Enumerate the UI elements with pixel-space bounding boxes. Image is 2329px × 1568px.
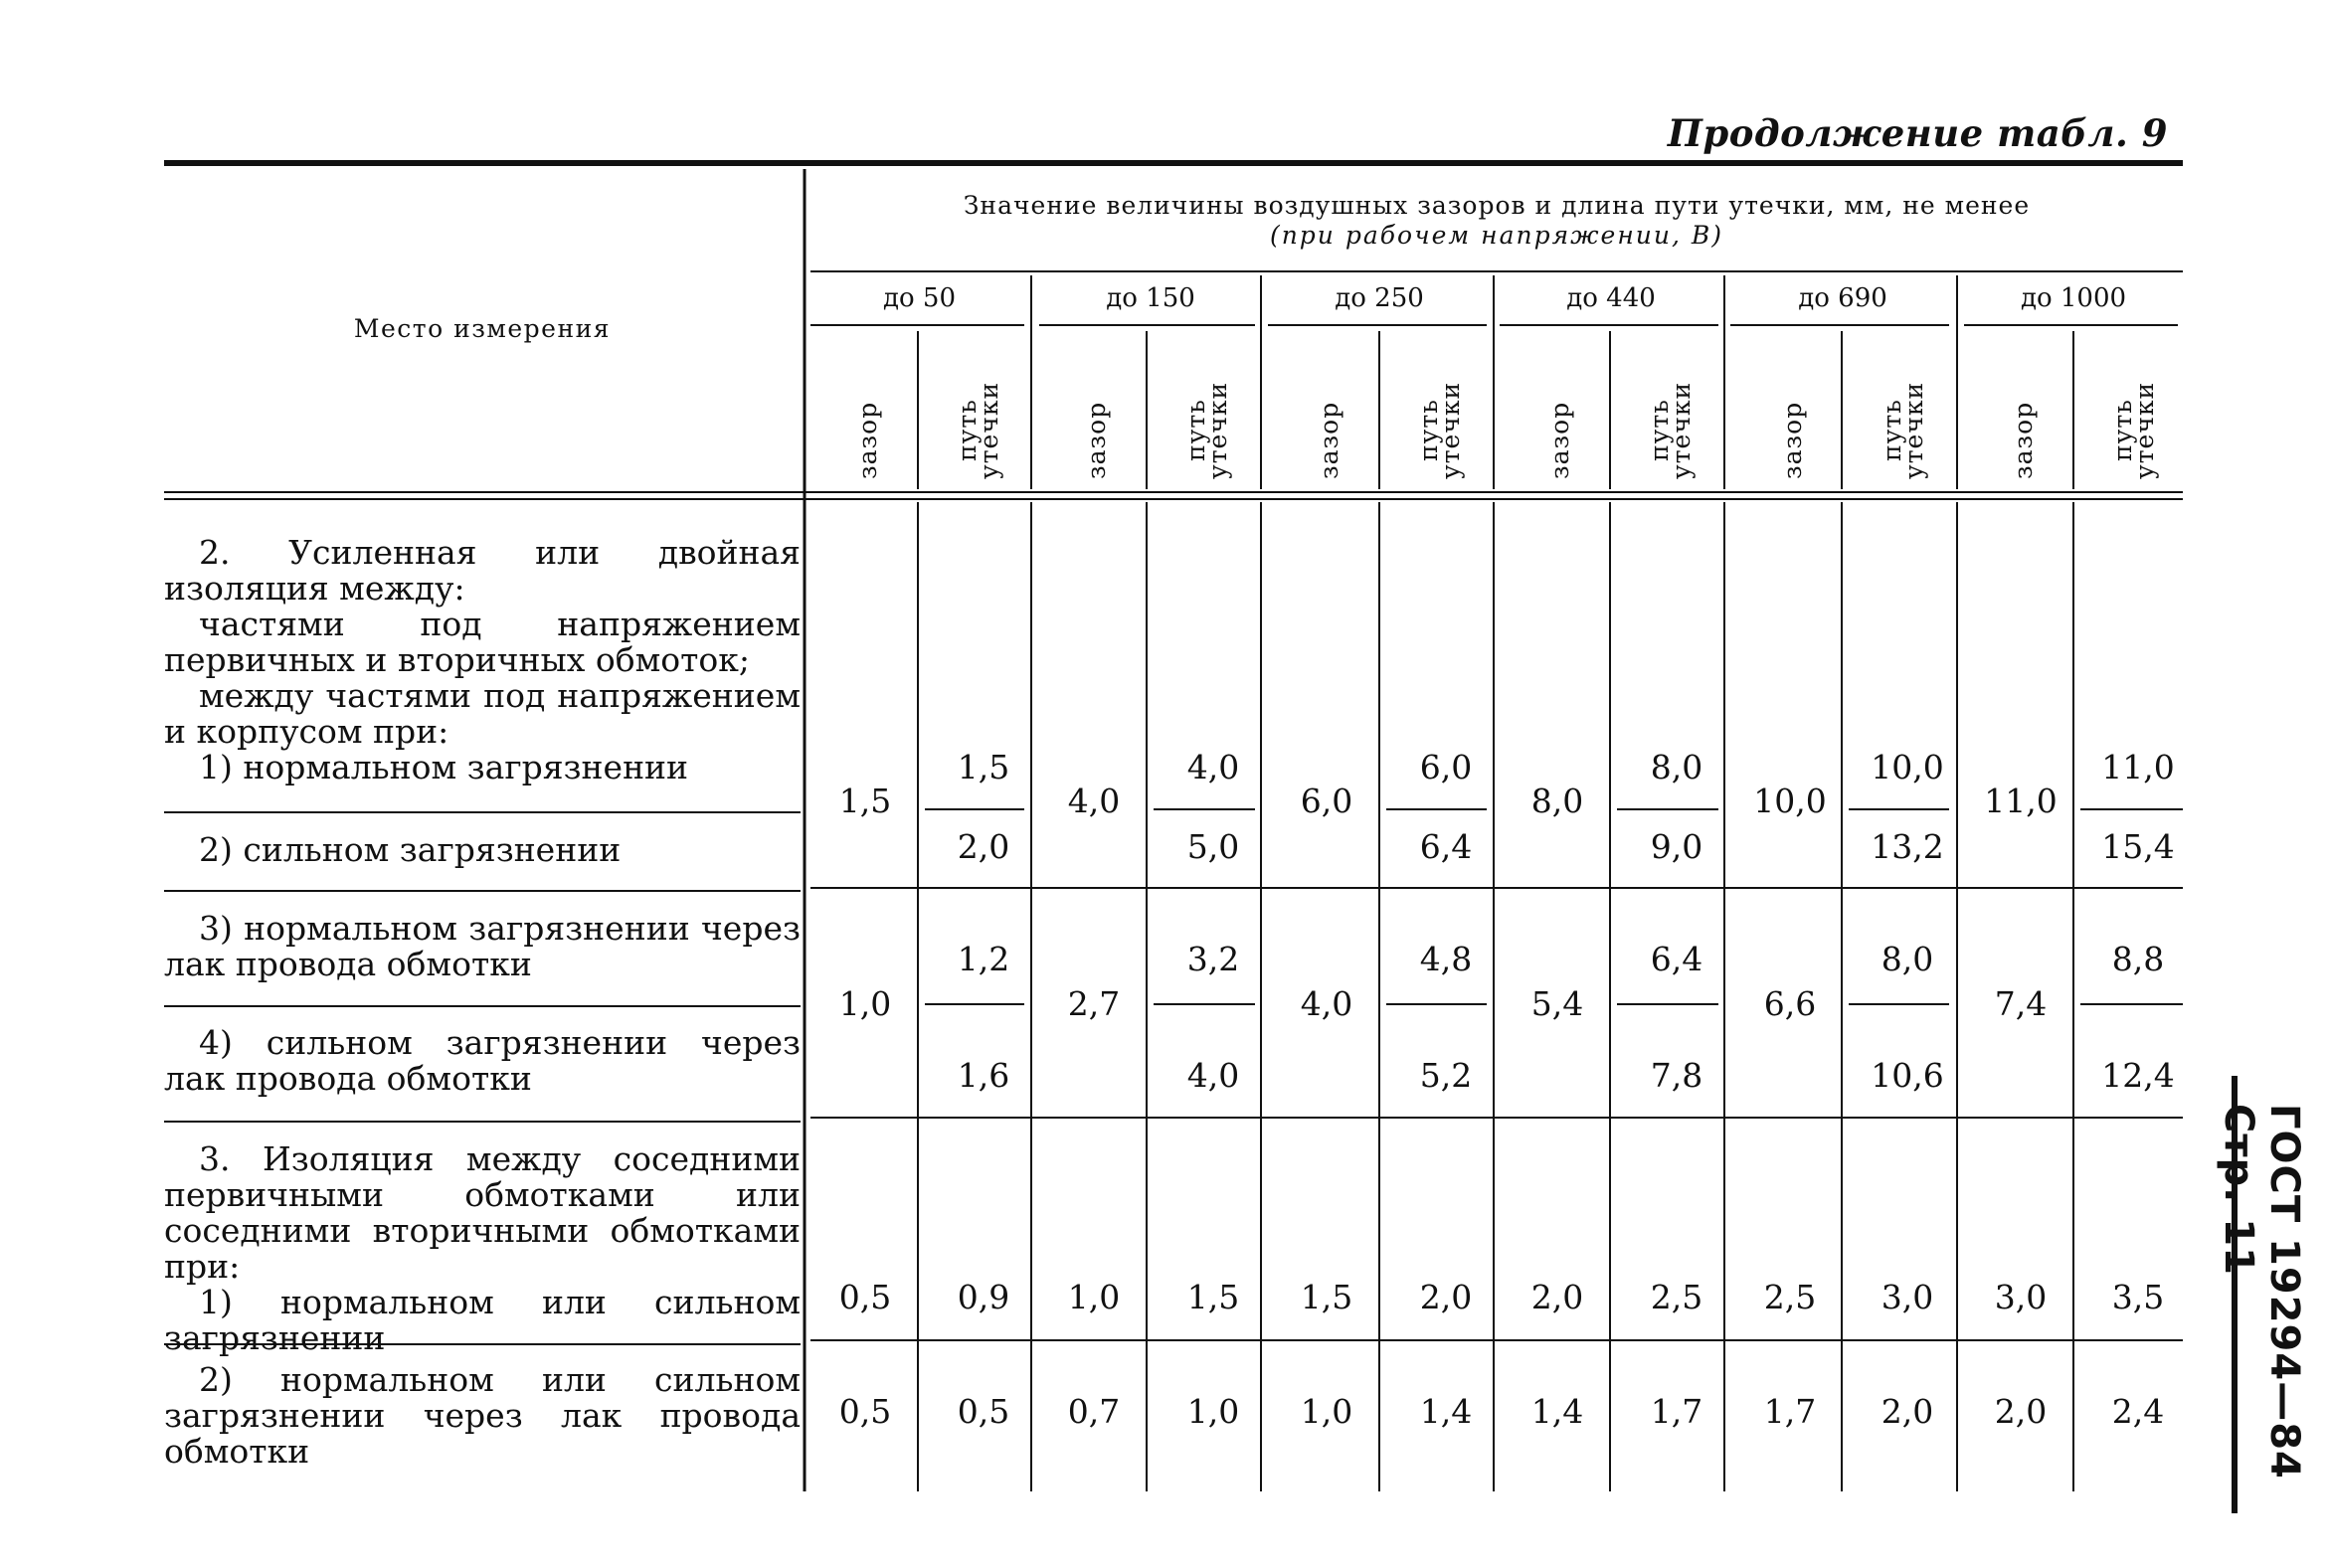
table-cell-value: 1,5 [957,748,1010,786]
table-cell-value: 13,2 [1871,827,1944,866]
table-cell-value: 10,0 [1871,748,1944,786]
section2-line-a: частями под напряжением первичных и вторичных обмоток; [164,605,801,679]
sub-header-leak: путь утечки [1181,381,1232,479]
sub-header-leak: путь утечки [2108,381,2159,479]
table-cell-value: 8,0 [1530,782,1584,820]
table-cell-value: 3,5 [2111,1278,2165,1316]
table-cell-value: 11,0 [1984,782,2058,820]
section3-text [164,1141,801,1356]
table-cell-value: 2,7 [1067,984,1121,1023]
table-cell-value: 8,8 [2111,940,2165,978]
sub-header-gap: зазор [1315,401,1344,479]
table-cell-value: 2,4 [2111,1392,2165,1431]
sub-header-gap: зазор [2009,401,2038,479]
table-cell-value: 1,2 [957,940,1010,978]
table-cell-value: 0,5 [957,1392,1010,1431]
sub-header-leak: путь утечки [1878,381,1928,479]
table-cell-value: 2,0 [1530,1278,1584,1316]
table-cell-value: 4,0 [1186,1056,1240,1095]
table-cell-value: 2,5 [1763,1278,1817,1316]
table-cell-value: 2,5 [1650,1278,1703,1316]
table-cell-value: 1,7 [1650,1392,1703,1431]
table-cell-value: 0,5 [838,1278,892,1316]
table-cell-value: 5,2 [1419,1056,1473,1095]
table-cell-value: 1,4 [1419,1392,1473,1431]
table-cell-value: 7,8 [1650,1056,1703,1095]
table-cell-value: 1,5 [838,782,892,820]
table-cell-value: 1,0 [1186,1392,1240,1431]
values-header-line1: Значение величины воздушных зазоров и длина пути утечки, мм, не менее [963,191,2031,220]
section2-r2: 2) сильном загрязнении [199,830,622,869]
group-header: до 440 [1566,283,1656,313]
table-cell-value: 6,6 [1763,984,1817,1023]
table-cell-value: 2,0 [1994,1392,2048,1431]
section2-text [164,535,801,785]
section2-title: 2. Усиленная или двойная изоляция между: [164,533,801,608]
section2-line-b: между частями под напряжением и корпусом при: [164,676,801,751]
table-cell-value: 10,0 [1753,782,1827,820]
table-cell-value: 11,0 [2101,748,2175,786]
table-cell-value: 3,0 [1881,1278,1934,1316]
table-cell-value: 6,4 [1419,827,1473,866]
group-header: до 150 [1106,283,1195,313]
table-cell-value: 0,7 [1067,1392,1121,1431]
section3-r2: 2) нормальном или сильном загрязнении через лак провода обмотки [164,1360,801,1471]
table-cell-value: 4,0 [1186,748,1240,786]
table-cell-value: 5,4 [1530,984,1584,1023]
table-cell-value: 1,0 [1067,1278,1121,1316]
sub-header-leak: путь утечки [953,381,1003,479]
table-cell-value: 1,7 [1763,1392,1817,1431]
values-header [810,191,2183,251]
table-cell-value: 4,8 [1419,940,1473,978]
table-cell-value: 9,0 [1650,827,1703,866]
table-cell-value: 7,4 [1994,984,2048,1023]
sub-header-leak: путь утечки [1414,381,1465,479]
table-cell-value: 12,4 [2101,1056,2175,1095]
place-header: Место измерения [353,314,612,343]
group-header: до 50 [882,283,956,313]
table-cell-value: 10,6 [1871,1056,1944,1095]
side-label: ГОСТ 19294—84 Стр. 11 [2216,1104,2307,1480]
table-cell-value: 3,2 [1186,940,1240,978]
table-cell-value: 2,0 [957,827,1010,866]
values-header-line2: (при рабочем напряжении, В) [1269,221,1724,250]
table-cell-value: 4,0 [1300,984,1353,1023]
table-cell-value: 1,6 [957,1056,1010,1095]
group-header: до 690 [1798,283,1887,313]
table-cell-value: 2,0 [1419,1278,1473,1316]
table-cell-value: 6,4 [1650,940,1703,978]
table-cell-value: 1,0 [1300,1392,1353,1431]
continuation-caption: Продолжение табл. 9 [1667,111,2168,155]
table-cell-value: 0,9 [957,1278,1010,1316]
table-cell-value: 5,0 [1186,827,1240,866]
section3-title: 3. Изоляция между соседними первичными обмотками или соседними вторичными обмотками при: [164,1139,801,1286]
table-cell-value: 1,5 [1300,1278,1353,1316]
section2-r1: 1) нормальном загрязнении [199,748,689,786]
section3-r1: 1) нормальном или сильном загрязнении [164,1283,801,1357]
table-cell-value: 0,5 [838,1392,892,1431]
table-cell-value: 1,5 [1186,1278,1240,1316]
table-cell-value: 2,0 [1881,1392,1934,1431]
table-cell-value: 15,4 [2101,827,2175,866]
group-header: до 250 [1335,283,1424,313]
section2-r4: 4) сильном загрязнении через лак провода обмотки [164,1023,801,1098]
table-cell-value: 3,0 [1994,1278,2048,1316]
section2-r3: 3) нормальном загрязнении через лак провода обмотки [164,909,801,983]
table-cell-value: 8,0 [1881,940,1934,978]
sub-header-gap: зазор [1082,401,1111,479]
table-cell-value: 6,0 [1419,748,1473,786]
group-header: до 1000 [2020,283,2127,313]
sub-header-gap: зазор [853,401,882,479]
table-cell-value: 8,0 [1650,748,1703,786]
table-cell-value: 6,0 [1300,782,1353,820]
sub-header-gap: зазор [1778,401,1807,479]
table-cell-value: 4,0 [1067,782,1121,820]
table-cell-value: 1,0 [838,984,892,1023]
table-cell-value: 1,4 [1530,1392,1584,1431]
sub-header-gap: зазор [1545,401,1574,479]
sub-header-leak: путь утечки [1645,381,1696,479]
